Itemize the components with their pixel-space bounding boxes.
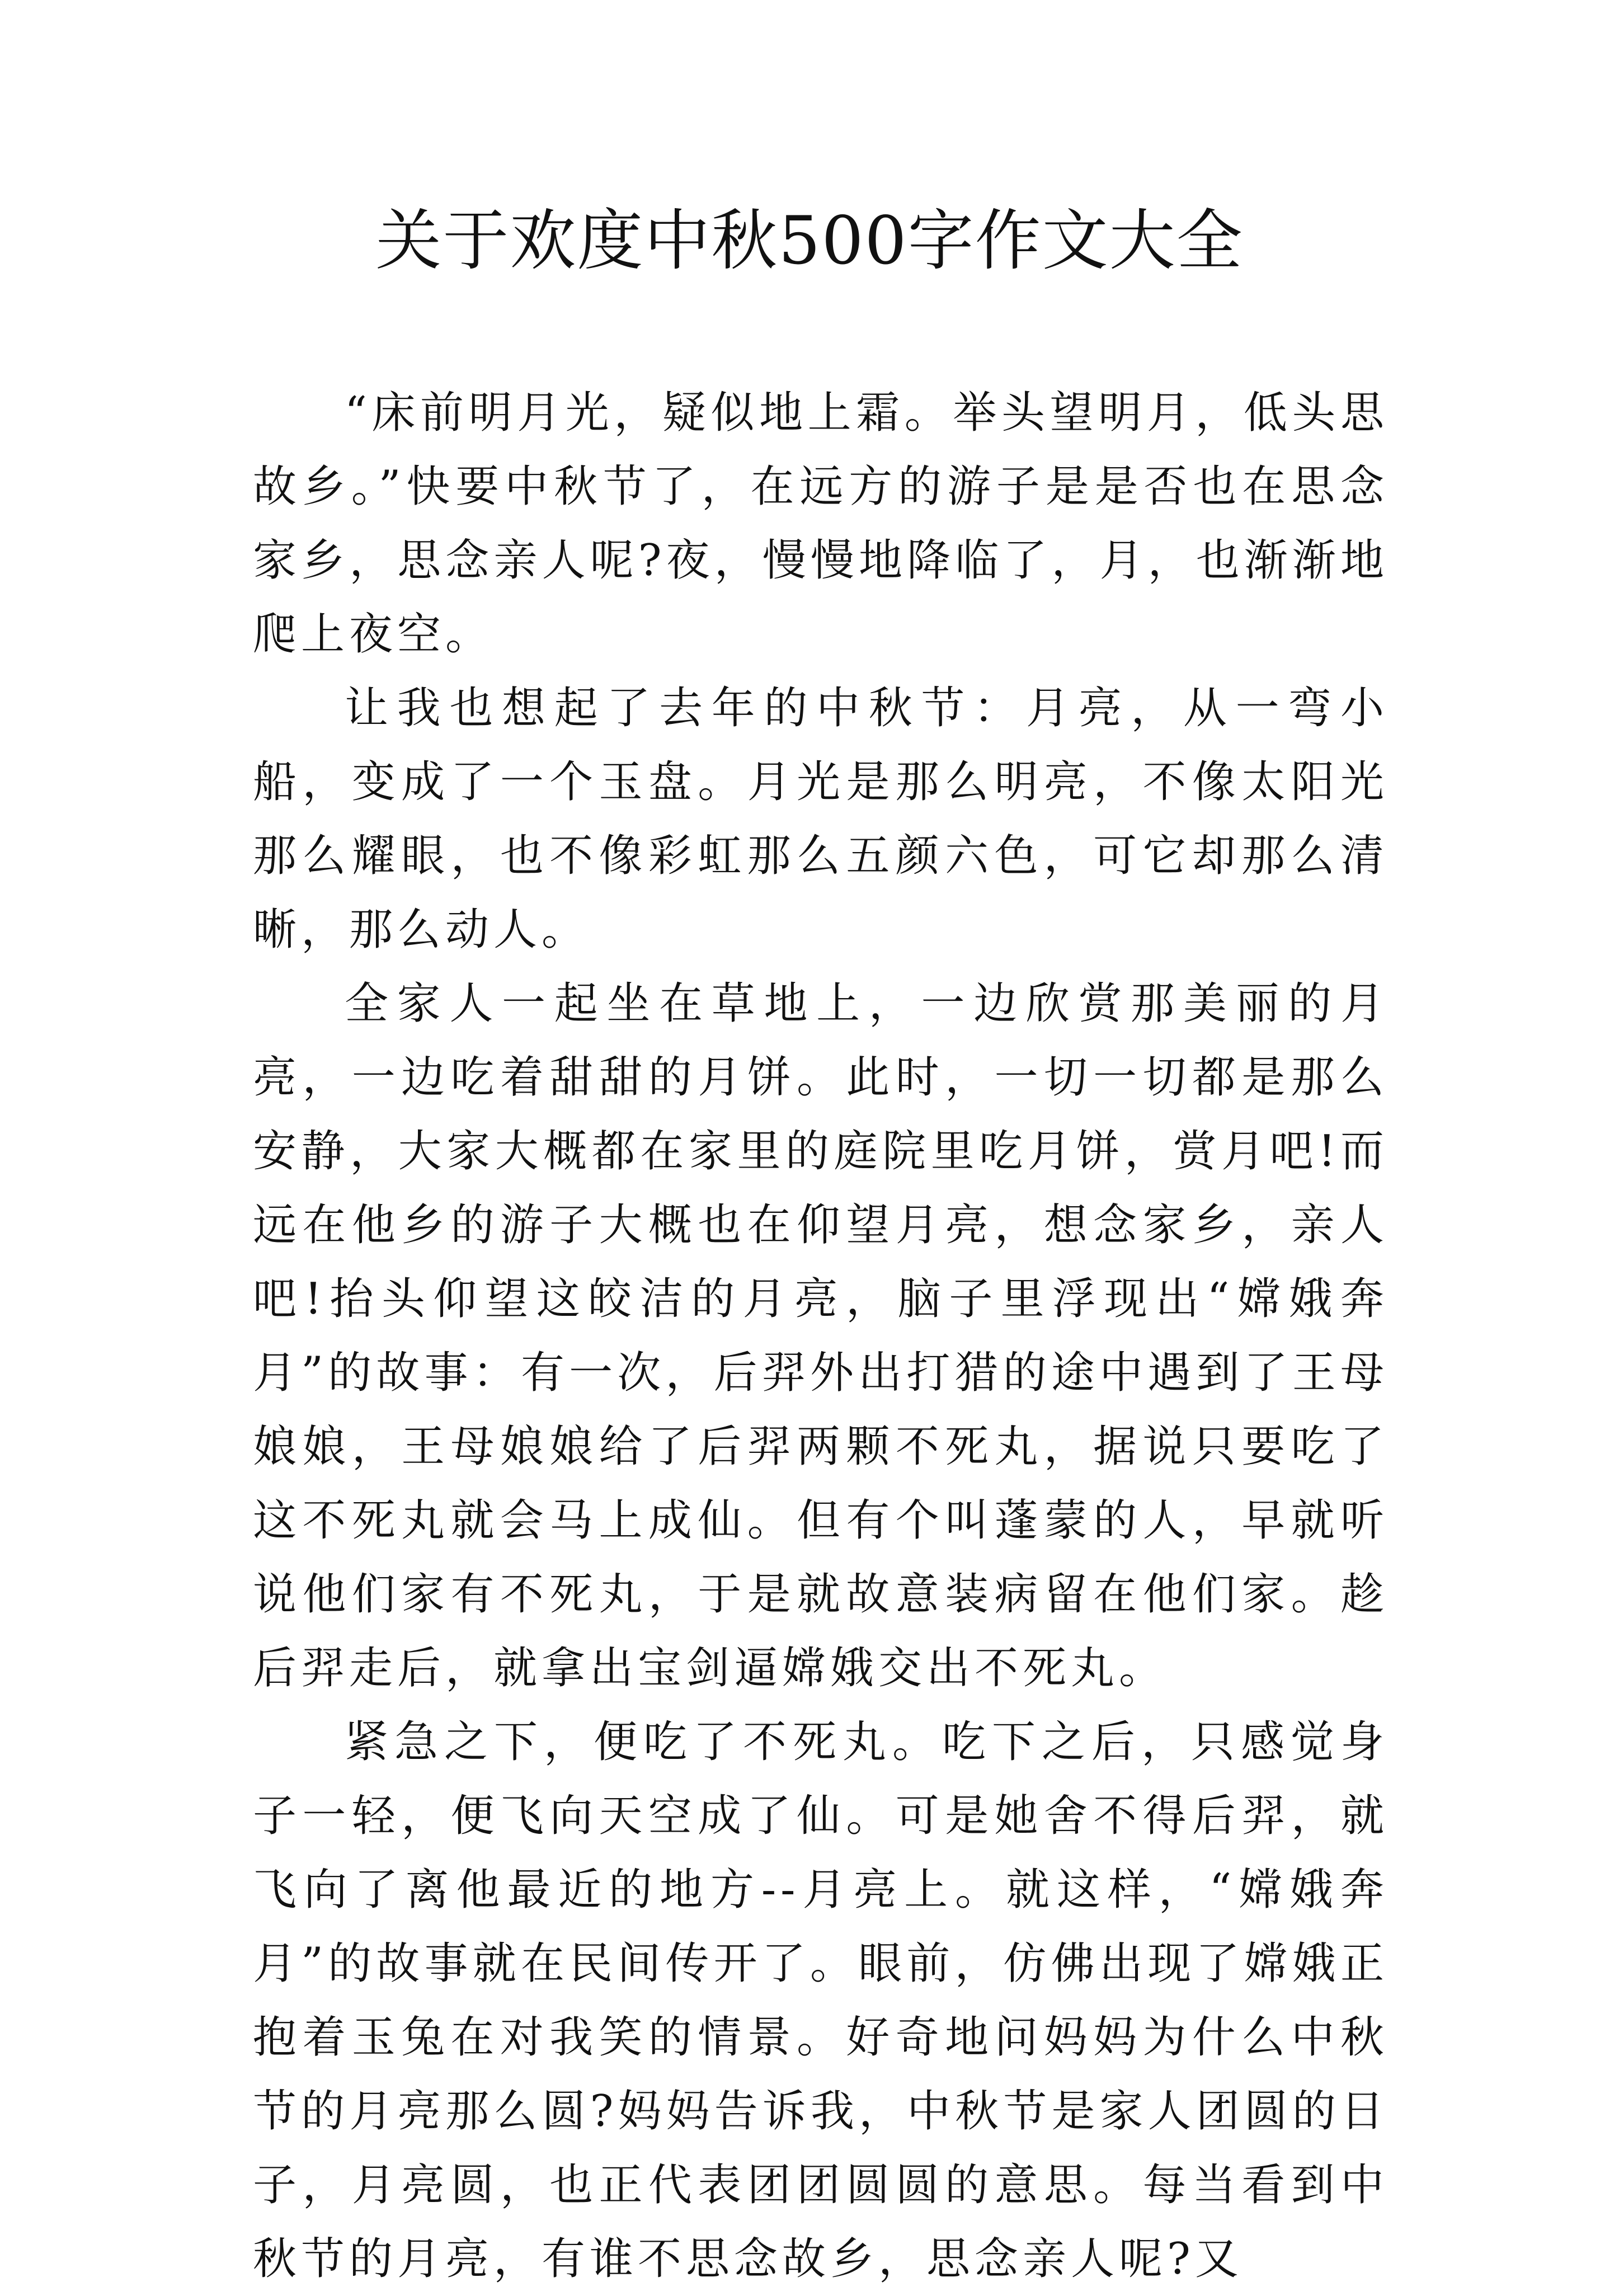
document-body [253,376,1389,2296]
document-title: 关于欢度中秋500字作文大全 [375,202,1244,279]
paragraph-2: 让我也想起了去年的中秋节：月亮，从一弯小船，变成了一个玉盘。月光是那么明亮，不像太阳光那么耀眼，也不像彩虹那么五颜六色，可它却那么清晰，那么动人。 [253,683,1389,955]
paragraph-4: 紧急之下，便吃了不死丸。吃下之后，只感觉身子一轻，便飞向天空成了仙。可是她舍不得后羿，就飞向了离他最近的地方--月亮上。就这样，“嫦娥奔月”的故事就在民间传开了。眼前，仿佛出现了嫦娥正抱着玉兔在对我笑的情景。好奇地问妈妈为什么中秋节的月亮那么圆?妈妈告诉我，中秋节是家人团圆的日子，月亮圆，也正代表团团圆圆的意思。每当看到中秋节的月亮，有谁不思念故乡，思念亲人呢?又 [253,1717,1389,2284]
paragraph-1: “床前明月光，疑似地上霜。举头望明月，低头思故乡。”快要中秋节了，在远方的游子是是否也在思念家乡，思念亲人呢?夜，慢慢地降临了，月，也渐渐地爬上夜空。 [253,388,1389,660]
paragraph-3: 全家人一起坐在草地上，一边欣赏那美丽的月亮，一边吃着甜甜的月饼。此时，一切一切都是那么安静，大家大概都在家里的庭院里吃月饼，赏月吧!而远在他乡的游子大概也在仰望月亮，想念家乡，亲人吧!抬头仰望这皎洁的月亮，脑子里浮现出“嫦娥奔月”的故事：有一次，后羿外出打猎的途中遇到了王母娘娘，王母娘娘给了后羿两颗不死丸，据说只要吃了这不死丸就会马上成仙。但有个叫蓬蒙的人，早就听说他们家有不死丸，于是就故意装病留在他们家。趁后羿走后，就拿出宝剑逼嫦娥交出不死丸。 [253,978,1389,1693]
